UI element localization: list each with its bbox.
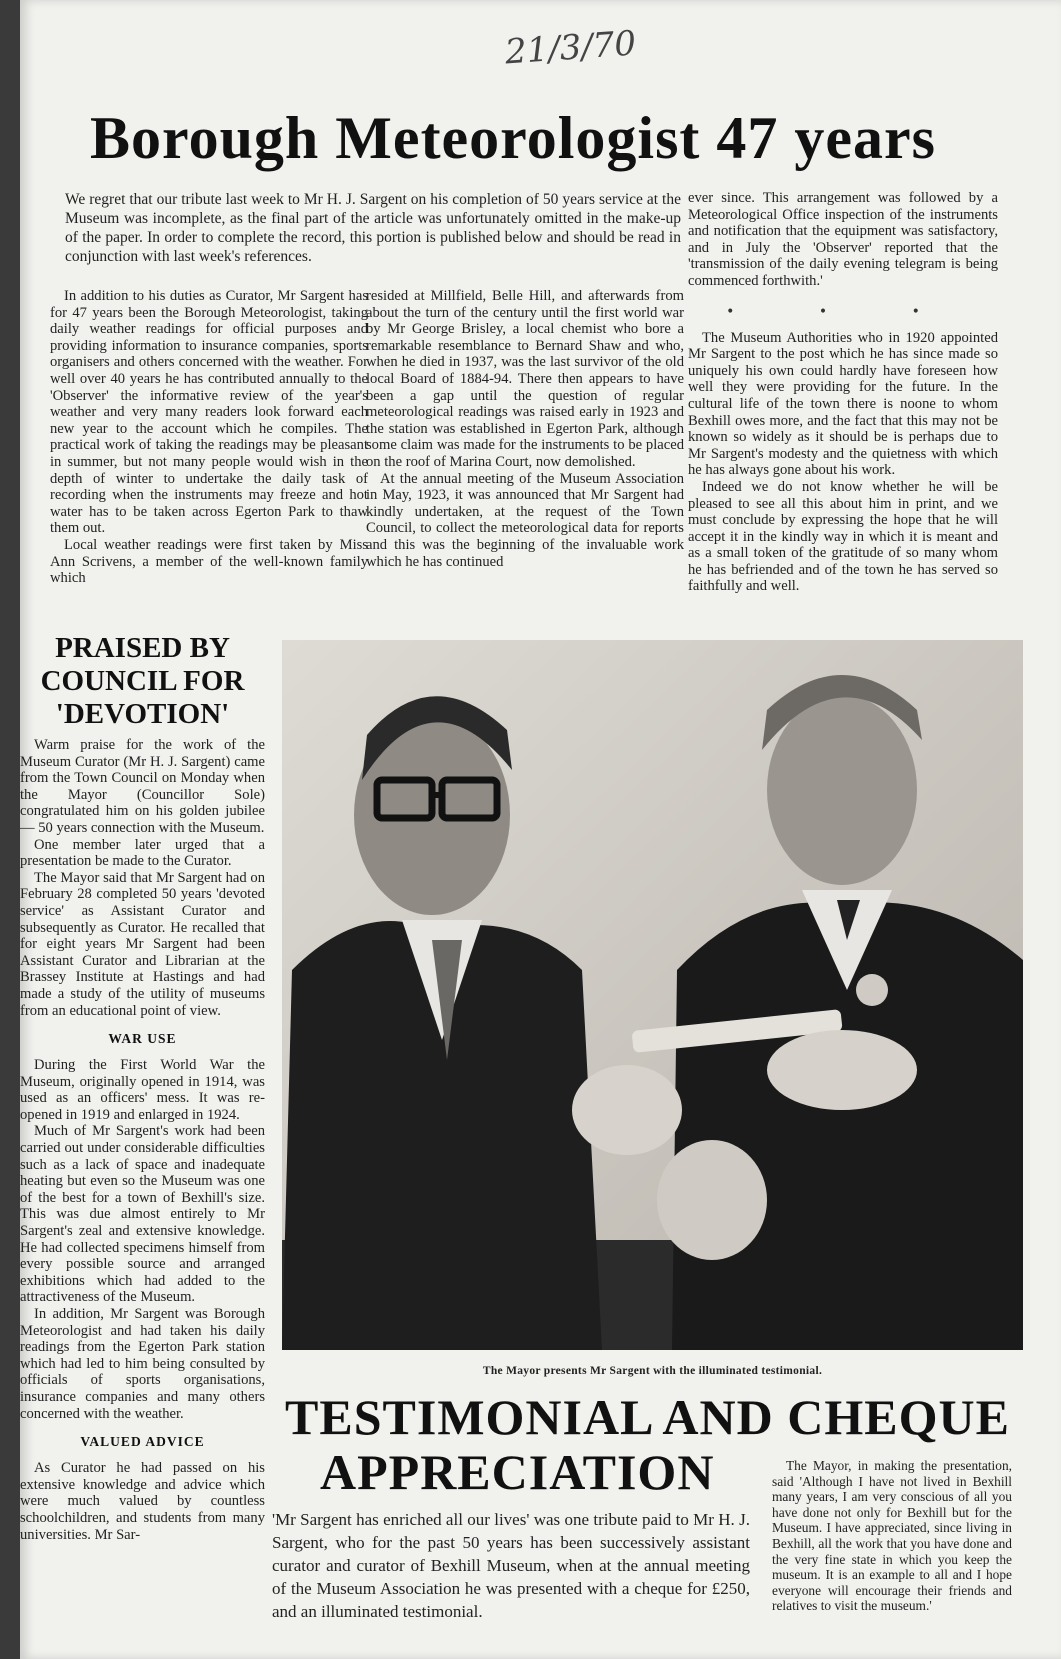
paragraph: The Museum Authorities who in 1920 appointed Mr Sargent to the post which he has since made so uniquely his own could hardly have foreseen how well they were providing for the future. In the cultural life of the town there is noone to whom Bexhill owes more, and the fact that this may not be known so widely as it should be is perhaps due to Mr Sargent's modesty and the quietness with which he has always gone about his work. bbox=[688, 329, 998, 479]
article-column-3 bbox=[688, 190, 998, 595]
section-divider: • • • bbox=[726, 303, 960, 320]
handwritten-date: 21/3/70 bbox=[503, 23, 638, 73]
paragraph: Warm praise for the work of the Museum Curator (Mr H. J. Sargent) came from the Town Council on Monday when the Mayor (Councillor Sole) congratulated him on his golden jubilee — 50 years connection with the Museum. bbox=[20, 737, 265, 836]
paragraph: Local weather readings were first taken by Miss Ann Scrivens, a member of the well-known family which bbox=[50, 536, 368, 587]
photo-illustration bbox=[282, 640, 1023, 1350]
photo-caption: The Mayor presents Mr Sargent with the illuminated testimonial. bbox=[482, 1365, 823, 1377]
paragraph: Indeed we do not know whether he will be pleased to see all this about him in print, and we must conclude by expressing the hope that he will accept it in the kindly way in which it is meant and as a small token of the gratitude of so many whom he has befriended and of the town he has served so faithfully and well. bbox=[688, 478, 998, 595]
war-use-subhead: WAR USE bbox=[108, 1031, 177, 1047]
mayor-speech-paragraph: The Mayor, in making the presentation, said 'Although I have not lived in Bexhill many years, I am very conscious of all you have done not only for Bexhill but for the Museum. I have appreciated, since living in Bexhill, all the work that you have done and the very fine state in which you keep the museum. It is an example to all and I hope everyone will encourage their friends and relatives to visit the museum.' bbox=[772, 1458, 1012, 1614]
article-column-2 bbox=[366, 288, 684, 570]
paragraph: resided at Millfield, Belle Hill, and afterwards from about the turn of the century until the first world war by Mr George Brisley, a local chemist who bore a remarkable resemblance to Bernard Shaw and who, when he died in 1937, was the last survivor of the old local Board of 1884-94. There then appears to have been a gap until the question of regular meteorological readings was raised early in 1923 and the station was established in Egerton Park, although some claim was made for the instruments to be placed on the roof of Marina Court, now demolished. bbox=[366, 288, 684, 470]
council-article bbox=[20, 632, 265, 1543]
paragraph: One member later urged that a presentation be made to the Curator. bbox=[20, 836, 265, 870]
photograph bbox=[282, 640, 1023, 1350]
testimonial-paragraph: 'Mr Sargent has enriched all our lives' was one tribute paid to Mr H. J. Sargent, who for the past 50 years has been successively assistant curator and curator of Bexhill Museum, when at the annual meeting of the Museum Association he was presented with a cheque for £250, and an illuminated testimonial. bbox=[272, 1510, 750, 1621]
council-headline: PRAISED BY COUNCIL FOR 'DEVOTION' bbox=[40, 632, 245, 730]
headline: Borough Meteorologist 47 years bbox=[90, 105, 937, 171]
testimonial-headline-line-1: TESTIMONIAL AND CHEQUE bbox=[285, 1389, 1010, 1445]
paragraph: At the annual meeting of the Museum Association in May, 1923, it was announced that Mr Sargent had kindly undertaken, at the request of the Town Council, to collect the meteorological data for reports and this was the beginning of the invaluable work which he has continued bbox=[366, 470, 684, 570]
paragraph: The Mayor said that Mr Sargent had on February 28 completed 50 years 'devoted service' as Assistant Curator and subsequently as Curator. He recalled that for eight years Mr Sargent had been Assistant Curator and Librarian at the Brassey Institute at Hastings and had made a study of the utility of museums from an educational point of view. bbox=[20, 869, 265, 1019]
testimonial-headline-line-2: APPRECIATION bbox=[320, 1444, 715, 1500]
paragraph: As Curator he had passed on his extensive knowledge and advice which were much valued by countless schoolchildren, and students from many universities. Mr Sar- bbox=[20, 1460, 265, 1543]
paragraph: In addition, Mr Sargent was Borough Meteorologist and had taken his daily readings from the Egerton Park station which had led to him being consulted by officials of sports organisations, insurance companies and many others concerned with the weather. bbox=[20, 1306, 265, 1422]
valued-advice-subhead: VALUED ADVICE bbox=[80, 1434, 205, 1450]
paragraph: Much of Mr Sargent's work had been carried out under considerable difficulties such as a lack of space and inadequate heating but even so the Museum was one of the best for a town of Bexhill's size. This was due almost entirely to Mr Sargent's zeal and extensive knowledge. He had collected specimens himself from every possible source and arranged exhibitions which had added to the attractiveness of the Museum. bbox=[20, 1123, 265, 1306]
intro-paragraph: We regret that our tribute last week to Mr H. J. Sargent on his completion of 50 years service at the Museum was incomplete, as the final part of the article was unfortunately omitted in the make-up of the paper. In order to complete the record, this portion is published below and should be read in conjunction with last week's references. bbox=[65, 191, 681, 265]
paragraph: During the First World War the Museum, originally opened in 1914, was used as an officers' mess. It was re-opened in 1919 and enlarged in 1924. bbox=[20, 1057, 265, 1123]
newspaper-clipping bbox=[20, 0, 1061, 1659]
paragraph: ever since. This arrangement was followed by a Meteorological Office inspection of the instruments and notification that the equipment was satisfactory, and in July the 'Observer' reported that the 'transmission of the daily evening telegram is being commenced forthwith.' bbox=[688, 190, 998, 289]
article-column-1 bbox=[50, 288, 368, 587]
paragraph: In addition to his duties as Curator, Mr Sargent has for 47 years been the Borough Meteorologist, taking daily weather readings for official purposes and providing information to insurance companies, sports organisers and others concerned with the weather. For well over 40 years he has contributed annually to the 'Observer' the informative review of the year's weather and very many readers look forward each new year to the account which he compiles. The practical work of taking the readings may be pleasant in summer, but not many people would wish in the depth of winter to undertake the daily task of recording when the instruments may freeze and hot water has to be taken across Egerton Park to thaw them out. bbox=[50, 288, 368, 537]
